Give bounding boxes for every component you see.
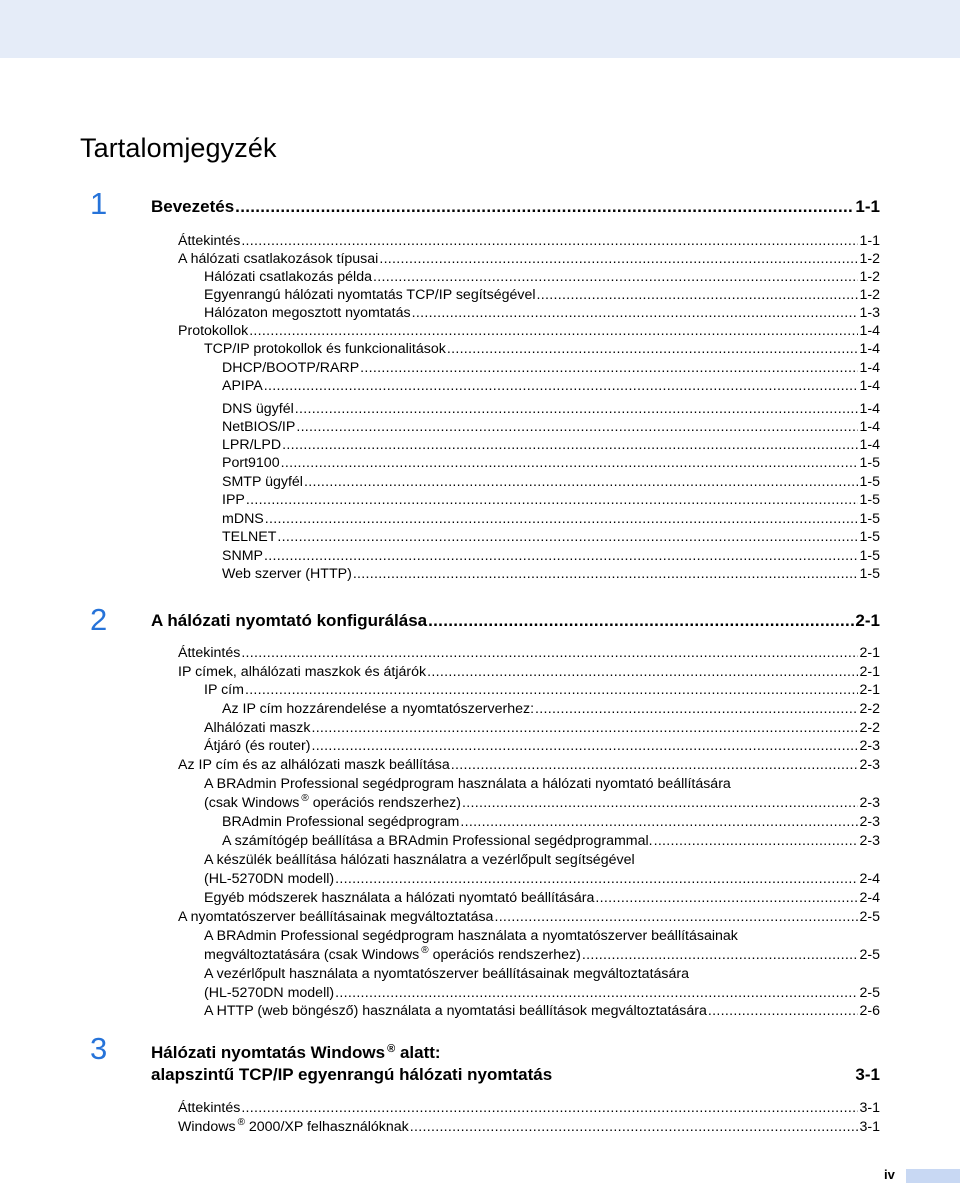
toc-entry[interactable] (178, 322, 880, 340)
entry-text: (HL-5270DN modell) (204, 985, 335, 1001)
entry-text: Egyenrangú hálózati nyomtatás TCP/IP segítségével (204, 287, 536, 303)
toc-entry[interactable] (178, 984, 880, 1002)
chapter-heading-link[interactable] (151, 196, 880, 217)
toc-entry[interactable] (178, 436, 880, 454)
toc-entry[interactable] (178, 491, 880, 509)
dot-leader (582, 946, 859, 964)
entry-text: Port9100 (222, 455, 280, 471)
toc-entry[interactable] (178, 286, 880, 304)
dot-leader (241, 644, 858, 662)
entry-page: 2-3 (859, 757, 880, 773)
toc-entry[interactable] (178, 832, 880, 850)
header-band (0, 0, 960, 58)
dot-leader (535, 700, 858, 718)
entry-text: Áttekintés (178, 645, 241, 661)
chapter-heading-part: Hálózati nyomtatás Windows (151, 1043, 386, 1062)
entry-page: 1-2 (859, 287, 880, 303)
entry-text: BRAdmin Professional segédprogram (222, 814, 460, 830)
chapter-page: 1-1 (855, 197, 880, 216)
toc-entry[interactable] (178, 250, 880, 268)
entry-text: A BRAdmin Professional segédprogram használata a hálózati nyomtató beállítására (204, 776, 731, 792)
entry-text: Hálózaton megosztott nyomtatás (204, 305, 411, 321)
entry-text: Egyéb módszerek használata a hálózati nyomtató beállítására (204, 890, 595, 906)
toc-entry[interactable] (178, 547, 880, 565)
toc-entry[interactable] (178, 268, 880, 286)
registered-mark: ® (237, 1117, 245, 1128)
chapter-heading-part: alatt: (395, 1043, 441, 1062)
toc-entry[interactable] (178, 851, 880, 869)
entry-text: mDNS (222, 511, 264, 527)
toc-entry[interactable] (178, 359, 880, 377)
entry-page: 2-4 (859, 890, 880, 906)
dot-leader (427, 663, 858, 681)
dot-leader (494, 908, 858, 926)
dot-leader (241, 232, 858, 250)
entry-page: 2-1 (859, 682, 880, 698)
dot-leader (708, 1002, 859, 1020)
dot-leader (245, 681, 859, 699)
toc-entry[interactable] (178, 700, 880, 718)
entry-text-part: 2000/XP felhasználóknak (244, 1119, 409, 1135)
entry-page: 2-4 (859, 871, 880, 887)
registered-mark: ® (421, 945, 429, 956)
chapter-heading: Bevezetés (151, 197, 235, 216)
entry-text: Protokollok (178, 323, 249, 339)
entry-text: IP cím (204, 682, 244, 698)
chapter-heading-line-1[interactable] (151, 1042, 880, 1063)
chapter-heading: A hálózati nyomtató konfigurálása (151, 611, 428, 630)
entry-text-part: operációs rendszerhez) (308, 795, 461, 811)
chapter-number: 1 (90, 186, 108, 221)
entry-page: 1-4 (859, 323, 880, 339)
entry-page: 1-4 (859, 360, 880, 376)
page-number: iv (884, 1167, 895, 1182)
dot-leader (335, 870, 858, 888)
entry-text: TELNET (222, 529, 277, 545)
entry-page: 1-3 (859, 305, 880, 321)
entry-text: A HTTP (web böngésző) használata a nyomtatási beállítások megváltoztatására (204, 1003, 707, 1019)
toc-entry[interactable] (178, 1099, 880, 1117)
entry-text: A nyomtatószerver beállításainak megváltoztatása (178, 909, 494, 925)
dot-leader (241, 1099, 858, 1117)
entry-page: 2-5 (859, 985, 880, 1001)
dot-leader (654, 832, 859, 850)
entry-page: 2-3 (859, 795, 880, 811)
dot-leader (412, 304, 859, 322)
entry-text: NetBIOS/IP (222, 419, 296, 435)
dot-leader (447, 340, 859, 358)
dot-leader (277, 528, 858, 546)
entry-text: A BRAdmin Professional segédprogram használata a nyomtatószerver beállításainak (204, 928, 738, 944)
entry-page: 1-5 (859, 492, 880, 508)
entry-page: 2-1 (859, 664, 880, 680)
entry-page: 2-3 (859, 738, 880, 754)
dot-leader (410, 1118, 859, 1136)
entry-text: DHCP/BOOTP/RARP (222, 360, 360, 376)
entry-page: 3-1 (859, 1119, 880, 1135)
entry-text (204, 794, 461, 812)
toc-entry[interactable] (178, 719, 880, 737)
toc-entry[interactable] (178, 304, 880, 322)
toc-entry[interactable] (178, 794, 880, 812)
chapter-heading (151, 1042, 880, 1063)
toc-entry[interactable] (178, 965, 880, 983)
entry-page: 1-4 (859, 437, 880, 453)
dot-leader (595, 889, 858, 907)
chapter-heading: alapszintű TCP/IP egyenrangú hálózati nyomtatás (151, 1065, 553, 1084)
entry-text (178, 1118, 409, 1136)
dot-leader (235, 196, 854, 217)
dot-leader (353, 565, 859, 583)
toc-entry[interactable] (178, 870, 880, 888)
toc-entry[interactable] (178, 473, 880, 491)
entry-page: 2-3 (859, 814, 880, 830)
dot-leader (428, 610, 854, 631)
entry-page: 3-1 (859, 1100, 880, 1116)
toc-entry[interactable] (178, 889, 880, 907)
dot-leader (264, 377, 859, 395)
dot-leader (451, 756, 859, 774)
entry-page: 2-3 (859, 833, 880, 849)
chapter-3 (90, 1031, 880, 1091)
registered-mark: ® (387, 1043, 396, 1055)
entry-page: 1-4 (859, 401, 880, 417)
registered-mark: ® (301, 793, 309, 804)
entry-text: LPR/LPD (222, 437, 282, 453)
toc-entry[interactable] (178, 400, 880, 418)
entry-text: A vezérlőpult használata a nyomtatószerver beállításainak megváltoztatására (204, 966, 690, 982)
entry-page: 1-5 (859, 474, 880, 490)
entry-page: 2-2 (859, 720, 880, 736)
toc-entry[interactable] (178, 565, 880, 583)
entry-text: IPP (222, 492, 245, 508)
dot-leader (249, 322, 858, 340)
toc-entry[interactable] (178, 377, 880, 395)
entry-text: APIPA (222, 378, 263, 394)
toc-entry[interactable] (178, 1118, 880, 1136)
chapter-heading-link[interactable] (151, 610, 880, 631)
dot-leader (282, 436, 858, 454)
entry-text-part: megváltoztatására (csak Windows (204, 947, 420, 963)
entry-page: 2-1 (859, 645, 880, 661)
dot-leader (460, 813, 858, 831)
entry-page: 2-5 (859, 909, 880, 925)
entry-text: TCP/IP protokollok és funkcionalitások (204, 341, 446, 357)
entry-text-part: Windows (178, 1119, 236, 1135)
entry-text: Az IP cím hozzárendelése a nyomtatószerverhez: (222, 701, 535, 717)
toc-entry[interactable] (178, 232, 880, 250)
entry-text: IP címek, alhálózati maszkok és átjárók (178, 664, 427, 680)
dot-leader (265, 510, 859, 528)
entry-page: 1-4 (859, 378, 880, 394)
toc-entry[interactable] (178, 756, 880, 774)
toc-entry[interactable] (178, 927, 880, 945)
entry-text: A hálózati csatlakozások típusai (178, 251, 379, 267)
entry-page: 1-2 (859, 269, 880, 285)
entry-page: 1-5 (859, 455, 880, 471)
dot-leader (304, 473, 859, 491)
toc-entry[interactable] (178, 644, 880, 662)
dot-leader (373, 268, 859, 286)
entry-text: A számítógép beállítása a BRAdmin Professional segédprogrammal. (222, 833, 653, 849)
page-title: Tartalomjegyzék (80, 133, 277, 163)
toc-entry[interactable] (178, 681, 880, 699)
entry-page: 2-5 (859, 947, 880, 963)
toc-entry[interactable] (178, 775, 880, 793)
entry-text: (HL-5270DN modell) (204, 871, 335, 887)
entry-text: Web szerver (HTTP) (222, 566, 352, 582)
entry-text: Alhálózati maszk (204, 720, 311, 736)
dot-leader (281, 454, 859, 472)
entry-text-part: operációs rendszerhez) (428, 947, 581, 963)
dot-leader (296, 418, 858, 436)
entry-text (204, 946, 581, 964)
entry-text: A készülék beállítása hálózati használatra a vezérlőpult segítségével (204, 852, 635, 868)
entry-text-part: (csak Windows (204, 795, 300, 811)
toc-entry[interactable] (178, 663, 880, 681)
entry-page: 1-1 (859, 233, 880, 249)
entry-page: 1-2 (859, 251, 880, 267)
toc-entry[interactable] (178, 908, 880, 926)
toc-entry[interactable] (178, 510, 880, 528)
chapter-number: 3 (90, 1031, 108, 1066)
entry-page: 1-4 (859, 419, 880, 435)
footer-bar (906, 1169, 960, 1183)
chapter-number: 2 (90, 602, 108, 637)
dot-leader (311, 737, 858, 755)
entry-page: 1-5 (859, 566, 880, 582)
toc-entry[interactable] (178, 813, 880, 831)
entry-text: Az IP cím és az alhálózati maszk beállítása (178, 757, 450, 773)
chapter-page: 3-1 (855, 1065, 880, 1084)
entry-page: 1-4 (859, 341, 880, 357)
dot-leader (537, 286, 859, 304)
chapter-page: 2-1 (855, 611, 880, 630)
entry-text: SMTP ügyfél (222, 474, 303, 490)
dot-leader (246, 491, 859, 509)
entry-text: Hálózati csatlakozás példa (204, 269, 372, 285)
entry-page: 1-5 (859, 548, 880, 564)
entry-text: SNMP (222, 548, 263, 564)
entry-page: 1-5 (859, 511, 880, 527)
entry-page: 1-5 (859, 529, 880, 545)
entry-page: 2-6 (859, 1003, 880, 1019)
dot-leader (379, 250, 858, 268)
dot-leader (360, 359, 858, 377)
dot-leader (311, 719, 858, 737)
entry-page: 2-2 (859, 701, 880, 717)
toc-entry[interactable] (178, 946, 880, 964)
toc-entry[interactable] (178, 340, 880, 358)
toc-entry[interactable] (178, 454, 880, 472)
dot-leader (264, 547, 858, 565)
toc-entry[interactable] (178, 737, 880, 755)
entry-text: Áttekintés (178, 1100, 241, 1116)
dot-leader (335, 984, 858, 1002)
toc-entry[interactable] (178, 1002, 880, 1020)
entry-text: Átjáró (és router) (204, 738, 311, 754)
entry-text: Áttekintés (178, 233, 241, 249)
dot-leader (295, 400, 859, 418)
dot-leader (462, 794, 859, 812)
toc-entry[interactable] (178, 418, 880, 436)
chapter-heading-line-2[interactable] (151, 1064, 880, 1085)
toc-entry[interactable] (178, 528, 880, 546)
entry-text: DNS ügyfél (222, 401, 294, 417)
